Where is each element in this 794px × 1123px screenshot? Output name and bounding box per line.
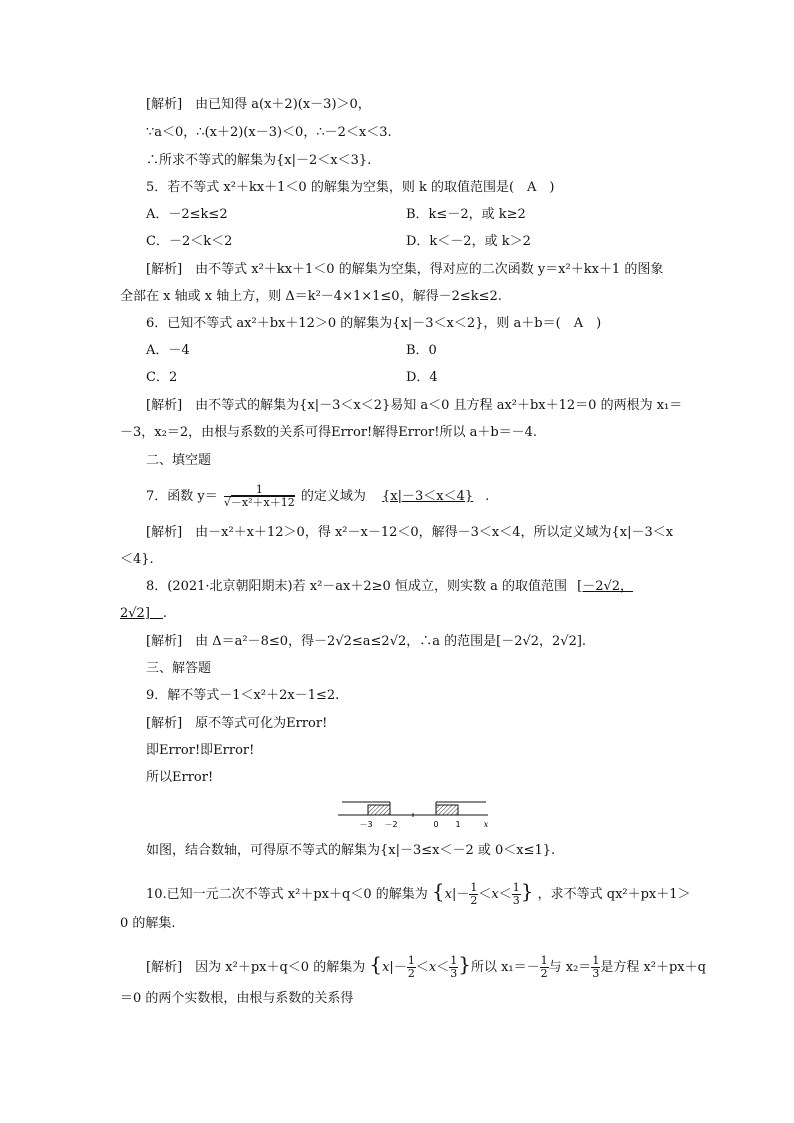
frac-num: 1 xyxy=(450,954,458,967)
set-var: x xyxy=(428,960,437,975)
frac-num: 1 xyxy=(470,881,478,894)
set-lt: ＜ xyxy=(436,960,450,975)
number-line-figure xyxy=(338,796,498,832)
set-bar: | xyxy=(451,887,457,902)
set-lt: ＜ xyxy=(478,887,492,902)
solution-line: 即Error!即Error! xyxy=(146,743,255,758)
solution-line: [解析] 由不等式的解集为{x|－3＜x＜2}易知 a＜0 且方程 ax²＋bx＋12＝0 的两根为 x₁＝ xyxy=(146,398,683,413)
q8-answer-part2: 2√2] xyxy=(120,606,150,621)
frac-den: 2 xyxy=(540,967,548,980)
solution-line: [解析] 由－x²＋x＋12＞0，得 x²－x－12＜0，解得－3＜x＜4，所以定义域为{x|－3＜x xyxy=(146,525,674,540)
solution-10 xyxy=(146,947,706,985)
set-brace: { xyxy=(369,952,383,976)
q8-answer-part1: [－2√2， xyxy=(577,579,634,594)
frac-den: 2 xyxy=(407,967,415,980)
set-brace-close: } xyxy=(520,879,534,903)
frac-half xyxy=(407,955,416,980)
frac-den: 3 xyxy=(512,894,520,907)
set-lt: ＜ xyxy=(498,887,512,902)
solution-line: 如图，结合数轴，可得原不等式的解集为{x|－3≤x＜－2 或 0＜x≤1}. xyxy=(146,843,556,858)
frac-num: 1 xyxy=(592,954,600,967)
option-d: D．k＜－2，或 k＞2 xyxy=(406,234,531,249)
set-brace: { xyxy=(431,879,445,903)
tick-label: －3 xyxy=(359,820,373,829)
option-a: A．－2≤k≤2 xyxy=(146,207,228,222)
solution-line: [解析] 由 Δ＝a²－8≤0，得－2√2≤a≤2√2，∴a 的范围是[－2√2，2√2]. xyxy=(146,634,587,649)
frac-half xyxy=(540,955,549,980)
solution-10-prefix: [解析] 因为 x²＋px＋q＜0 的解集为 xyxy=(146,960,366,975)
frac-den: 3 xyxy=(592,967,600,980)
option-b: B．0 xyxy=(406,343,437,358)
solution-line: ∴所求不等式的解集为{x|－2＜x＜3}. xyxy=(146,153,372,168)
set-var: x xyxy=(491,887,499,902)
option-c: C．2 xyxy=(146,370,178,385)
question-10-cont: 0 的解集. xyxy=(120,916,176,931)
solution-10-mid2: 与 x₂＝ xyxy=(548,960,592,975)
solution-line: 全部在 x 轴或 x 轴上方，则 Δ＝k²－4×1×1≤0，解得－2≤k≤2. xyxy=(120,289,502,304)
section-heading: 三、解答题 xyxy=(146,661,212,676)
q7-radicand: －x²＋x＋12 xyxy=(230,496,295,509)
frac-num: 1 xyxy=(540,954,548,967)
tick-label: －2 xyxy=(384,820,398,829)
option-c: C．－2＜k＜2 xyxy=(146,234,233,249)
solution-line: －3，x₂＝2，由根与系数的关系可得Error!解得Error!所以 a＋b＝－4. xyxy=(120,425,538,440)
q7-answer-blank xyxy=(370,489,485,504)
solution-line: ＜4}. xyxy=(120,552,154,567)
question-8-cont: 2√2] . xyxy=(120,606,168,621)
set-minus: － xyxy=(456,887,470,902)
question-7-prefix: 7．函数 y＝ xyxy=(146,489,218,504)
set-bar: | xyxy=(389,960,394,975)
shaded-interval-right xyxy=(436,805,458,815)
question-5: 5．若不等式 x²＋kx＋1＜0 的解集为空集，则 k 的取值范围是( A ) xyxy=(146,180,555,195)
frac-half xyxy=(469,882,478,907)
axis-variable-label: x xyxy=(483,820,489,829)
frac-third xyxy=(449,955,458,980)
set-brace-close: } xyxy=(458,952,471,976)
option-b: B．k≤－2，或 k≥2 xyxy=(406,207,526,222)
solution-10-post: 是方程 x²＋px＋q xyxy=(600,960,706,975)
option-a: A．－4 xyxy=(146,343,190,358)
question-10-text-2: ，求不等式 qx²＋px＋1＞ xyxy=(537,887,691,902)
question-9: 9．解不等式－1＜x²＋2x－1≤2. xyxy=(146,688,340,703)
question-6: 6．已知不等式 ax²＋bx＋12＞0 的解集为{x|－3＜x＜2}，则 a＋b＝( A ) xyxy=(146,316,602,331)
solution-line: 所以Error! xyxy=(146,770,214,785)
frac-num: 1 xyxy=(407,954,415,967)
set-var: x xyxy=(444,887,452,902)
q7-answer: {x|－3＜x＜4} xyxy=(382,489,474,504)
q7-numerator: 1 xyxy=(224,484,295,497)
set-minus: － xyxy=(393,960,407,975)
tick-label: 1 xyxy=(455,820,461,829)
solution-line: ＝0 的两个实数根，由根与系数的关系得 xyxy=(120,991,354,1006)
solution-10-mid: 所以 x₁＝－ xyxy=(470,960,540,975)
question-10-text: 10.已知一元二次不等式 x²＋px＋q＜0 的解集为 xyxy=(146,887,428,902)
question-7: 7．函数 y＝ $\frac{1}{\text{√－x²＋x＋12}}$ 的定义域为 {x|－3＜x＜4} . xyxy=(146,483,490,509)
tick-label: 0 xyxy=(433,820,439,829)
question-8-text: 8．(2021·北京朝阳期末)若 x²－ax＋2≥0 恒成立，则实数 a 的取值范围 xyxy=(146,579,567,594)
solution-line: [解析] 原不等式可化为Error! xyxy=(146,716,328,731)
section-heading: 二、填空题 xyxy=(146,453,212,468)
question-10 xyxy=(146,874,691,912)
frac-den: 2 xyxy=(470,894,478,907)
frac-num: 1 xyxy=(512,881,520,894)
solution-line: ∵a＜0，∴(x＋2)(x－3)＜0，∴－2＜x＜3. xyxy=(146,125,392,140)
option-d: D．4 xyxy=(406,370,438,385)
question-7-suffix: 的定义域为 xyxy=(300,489,366,504)
shaded-interval-left xyxy=(368,805,390,815)
frac-den: 3 xyxy=(450,967,458,980)
set-var: x xyxy=(382,960,390,975)
frac-third xyxy=(591,955,600,980)
q7-fraction xyxy=(224,484,295,509)
set-lt: ＜ xyxy=(415,960,429,975)
question-8 xyxy=(146,577,639,597)
q7-denominator: √－x²＋x＋12 xyxy=(223,496,295,509)
solution-line: [解析] 由已知得 a(x＋2)(x－3)＞0， xyxy=(146,97,371,112)
solution-line: [解析] 由不等式 x²＋kx＋1＜0 的解集为空集，得对应的二次函数 y＝x²＋kx＋1 的图象 xyxy=(146,262,664,277)
frac-third xyxy=(512,882,521,907)
